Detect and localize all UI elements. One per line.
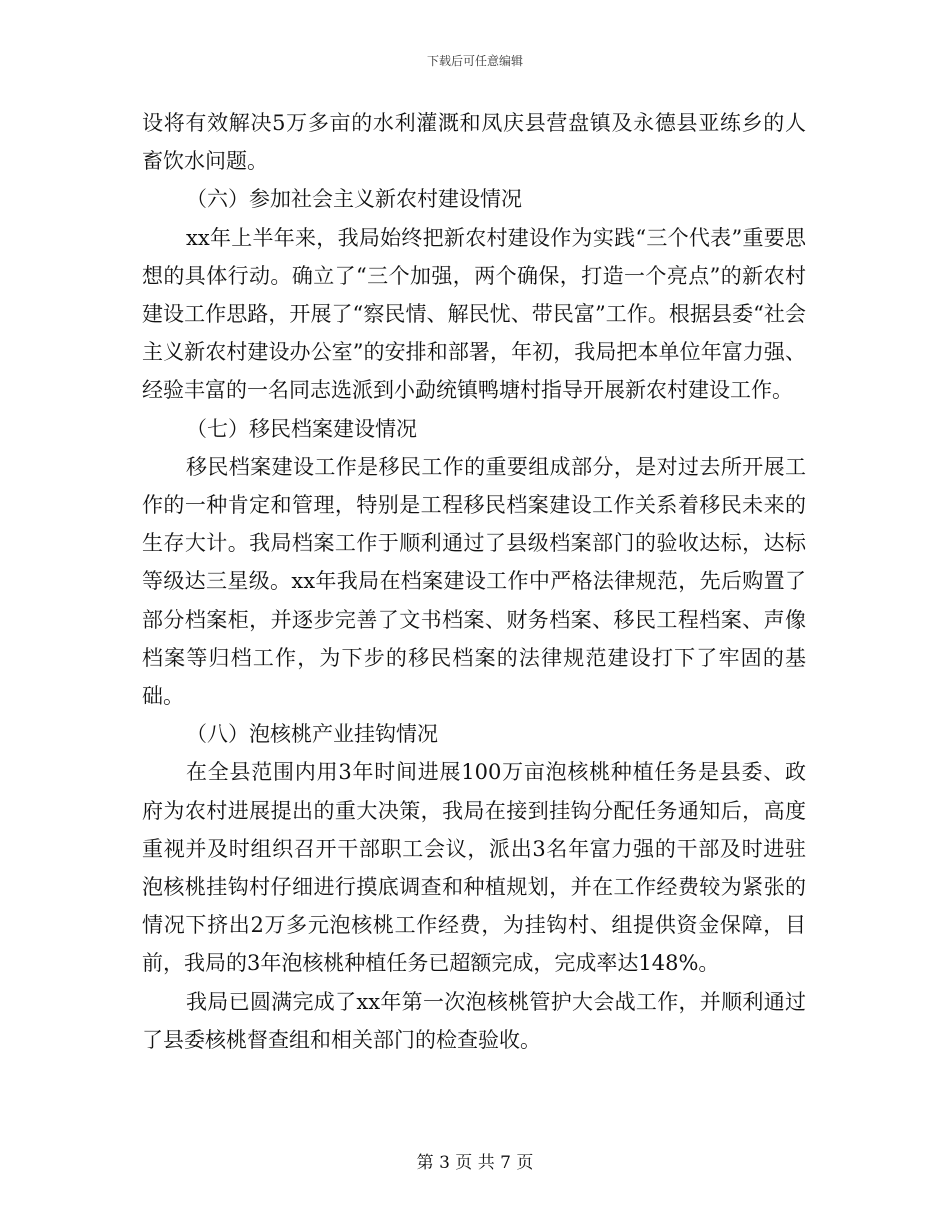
page-footer: 第 3 页 共 7 页 — [416, 1153, 534, 1173]
header-note: 下载后可任意编辑 — [426, 54, 523, 68]
paragraph-walnut: 在全县范围内用3年时间进展100万亩泡核桃种植任务是县委、政府为农村进展提出的重大决策，我局在接到挂钩分配任务通知后，高度重视并及时组织召开干部职工会议，派出3名年富力强的干部及时进驻泡核桃挂钩村仔细进行摸底调查和种植规划，并在工作经费较为紧张的情况下挤出2万多元泡核桃工作经费，为挂钩村、组提供资金保障，目前，我局的3年泡核桃种植任务已超额完成，完成率达148%。 — [142, 760, 806, 976]
paragraph-new-rural: xx年上半年来，我局始终把新农村建设作为实践“三个代表”重要思想的具体行动。确立了“三个加强，两个确保，打造一个亮点”的新农村建设工作思路，开展了“察民情、解民忧、带民富”工作。根据县委“社会主义新农村建设办公室”的安排和部署，年初，我局把本单位年富力强、经验丰富的一名同志选派到小勐统镇鸭塘村指导开展新农村建设工作。 — [142, 225, 806, 403]
section-heading-7: （七）移民档案建设情况 — [186, 416, 417, 441]
section-heading-6: （六）参加社会主义新农村建设情况 — [186, 187, 522, 212]
paragraph-archives: 移民档案建设工作是移民工作的重要组成部分，是对过去所开展工作的一种肯定和管理，特别是工程移民档案建设工作关系着移民未来的生存大计。我局档案工作于顺利通过了县级档案部门的验收达标，达标等级达三星级。xx年我局在档案建设工作中严格法律规范，先后购置了部分档案柜，并逐步完善了文书档案、财务档案、移民工程档案、声像档案等归档工作，为下步的移民档案的法律规范建设打下了牢固的基础。 — [142, 454, 806, 709]
section-heading-8: （八）泡核桃产业挂钩情况 — [186, 722, 438, 747]
paragraph-walnut-campaign: 我局已圆满完成了xx年第一次泡核桃管护大会战工作，并顺利通过了县委核桃督查组和相关部门的检查验收。 — [142, 989, 806, 1052]
document-body — [142, 104, 806, 1059]
paragraph-continuation: 设将有效解决5万多亩的水利灌溉和凤庆县营盘镇及永德县亚练乡的人畜饮水问题。 — [142, 111, 806, 174]
